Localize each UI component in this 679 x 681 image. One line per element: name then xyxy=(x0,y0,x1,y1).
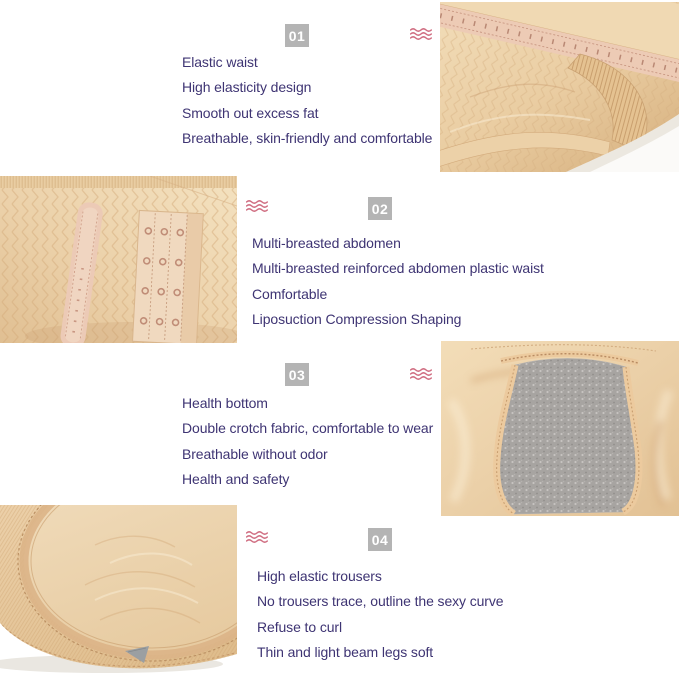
hook-eye-panel xyxy=(133,210,204,343)
feature-item: Health and safety xyxy=(182,471,290,488)
photo-illustration xyxy=(0,505,237,674)
product-photo-leg-opening xyxy=(0,505,237,674)
feature-list-03 xyxy=(182,391,433,493)
feature-item: High elasticity design xyxy=(182,79,312,96)
feature-item: Liposuction Compression Shaping xyxy=(252,311,462,328)
feature-item: Breathable without odor xyxy=(182,445,328,462)
section-02-number-badge: 02 xyxy=(368,197,392,220)
feature-item: Multi-breasted abdomen xyxy=(252,235,401,251)
feature-item: Breathable, skin-friendly and comfortable xyxy=(182,130,433,147)
feature-item: Double crotch fabric, comfortable to wear xyxy=(182,420,434,437)
feature-item: No trousers trace, outline the sexy curve xyxy=(257,593,504,610)
section-01-number-badge: 01 xyxy=(285,24,309,47)
photo-illustration xyxy=(440,2,679,172)
gray-lining-panel xyxy=(497,358,639,514)
section-04-number-badge: 04 xyxy=(368,528,392,551)
section-03-number-badge: 03 xyxy=(285,363,309,386)
feature-item: High elastic trousers xyxy=(257,568,382,584)
feature-item: Multi-breasted reinforced abdomen plastic waist xyxy=(252,260,544,277)
feature-item: Smooth out excess fat xyxy=(182,104,319,121)
feature-item: Comfortable xyxy=(252,285,328,302)
feature-item: Refuse to curl xyxy=(257,618,342,635)
product-photo-waistband-hooks xyxy=(440,2,679,172)
product-photo-hook-panel xyxy=(0,176,237,343)
feature-list-02 xyxy=(252,231,544,333)
feature-list-01 xyxy=(182,50,432,152)
photo-illustration xyxy=(441,341,679,516)
squiggle-icon xyxy=(246,200,268,213)
photo-illustration xyxy=(0,176,237,343)
squiggle-icon xyxy=(410,368,432,381)
feature-list-04 xyxy=(257,564,503,666)
squiggle-icon xyxy=(246,531,268,544)
feature-item: Thin and light beam legs soft xyxy=(257,644,434,661)
squiggle-icon xyxy=(410,28,432,41)
feature-item: Elastic waist xyxy=(182,54,258,70)
product-photo-crotch-lining xyxy=(441,341,679,516)
feature-item: Health bottom xyxy=(182,395,268,411)
